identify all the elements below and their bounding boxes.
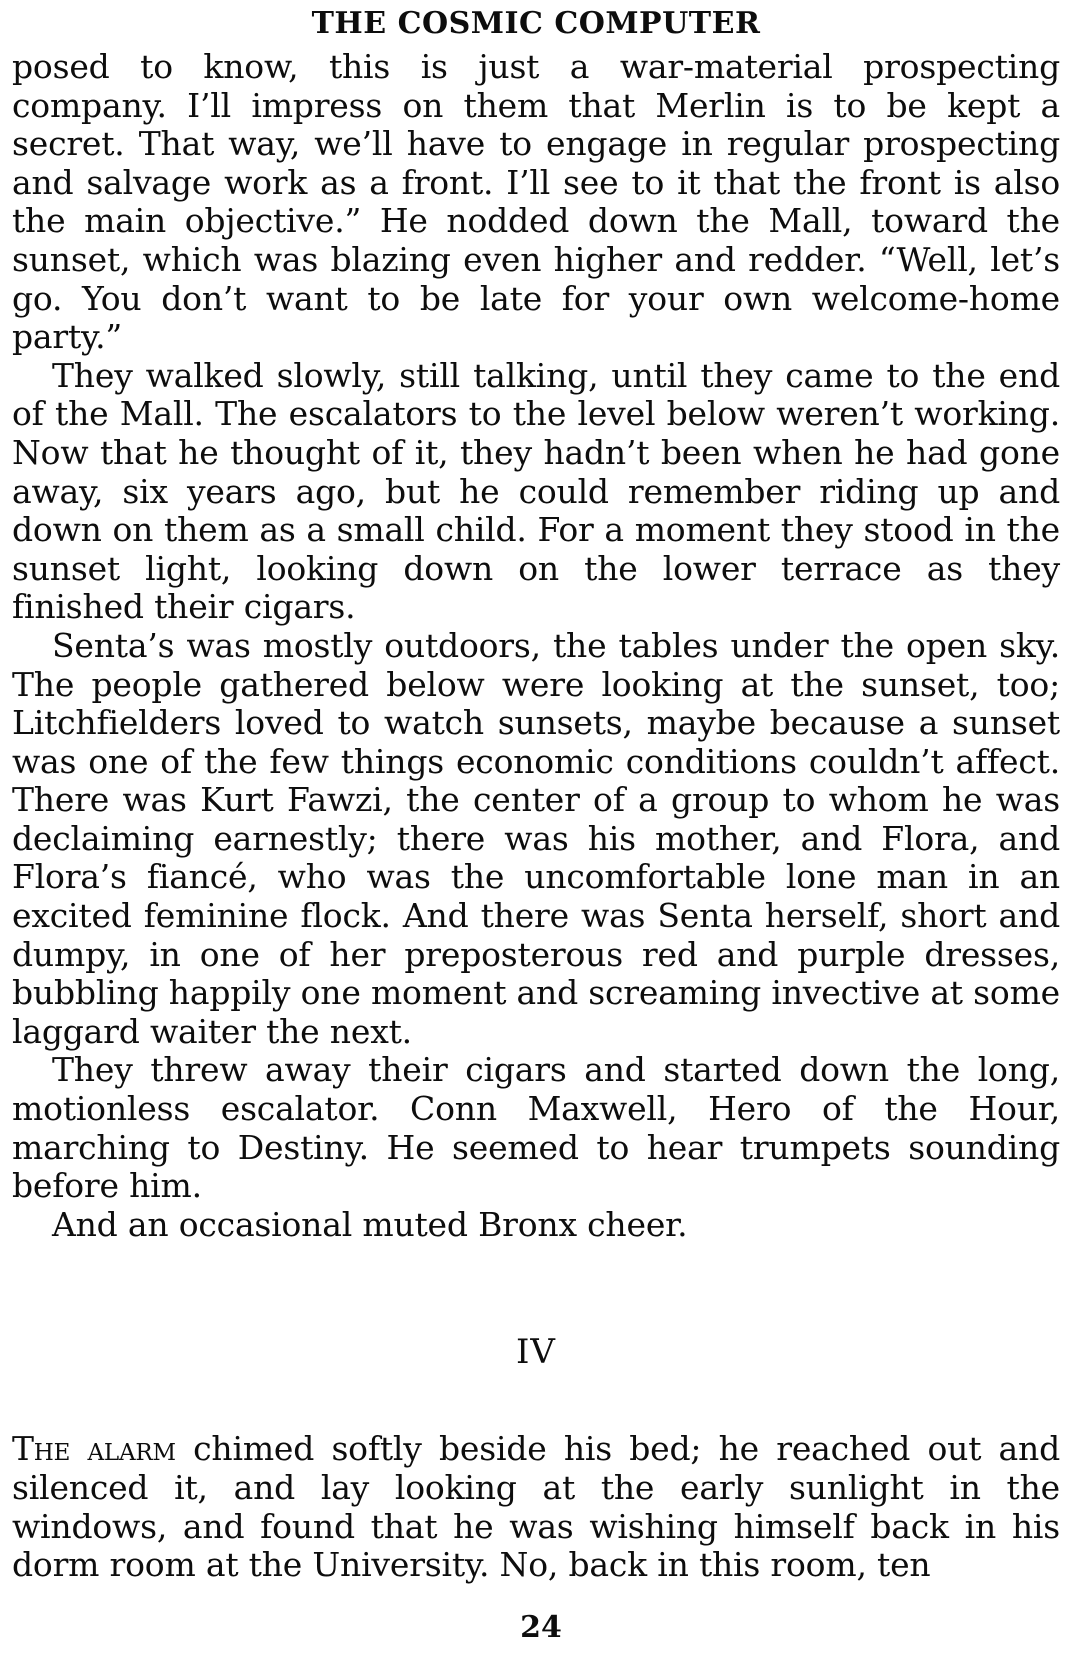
paragraph: posed to know, this is just a war-material prospecting company. I’ll impress on them that Merlin is to be kept a secret. That way, we’ll have to engage in regular prospecting and salvage work as a front. I’ll see to it that the front is also the main objective.” He nodded down the Mall, toward the sunset, which was blazing even higher and redder. “Well, let’s go. You don’t want to be late for your own welcome-home party.” [12,47,1060,357]
chapter-break [12,1244,1060,1332]
page-number: 24 [520,1610,562,1645]
paragraph: They threw away their cigars and started down the long, motionless escalator. Conn Maxwell, Hero of the Hour, marching to Destiny. He seemed to hear trumpets sounding before him. [12,1050,1060,1206]
chapter-spacer [12,1372,1060,1430]
paragraph: Senta’s was mostly outdoors, the tables under the open sky. The people gathered below were looking at the sunset, too; Litchfielders loved to watch sunsets, maybe because a sunset was one of the few things economic conditions couldn’t affect. There was Kurt Fawzi, the center of a group to whom he was declaiming earnestly; there was his mother, and Flora, and Flora’s fiancé, who was the uncomfortable lone man in an excited feminine flock. And there was Senta herself, short and dumpy, in one of her preposterous red and purple dresses, bubbling happily one moment and screaming invective at some laggard waiter the next. [12,625,1060,1051]
chapter-number: IV [516,1332,556,1373]
paragraph: And an occasional muted Bronx cheer. [52,1204,688,1244]
chapter-opening-words: The alarm [12,1429,176,1469]
running-head: THE COSMIC COMPUTER [311,6,761,41]
body-text [12,48,1060,1585]
chapter-opening-paragraph [12,1430,1060,1584]
chapter-opening-text: chimed softly beside his bed; he reached out and silenced it, and lay looking at the early sunlight in the windows, and found that he was wishing himself back in his dorm room at the University. No, back in this room, ten [12,1429,1060,1585]
paragraph: They walked slowly, still talking, until they came to the end of the Mall. The escalators to the level below weren’t working. Now that he thought of it, they hadn’t been when he had gone away, six years ago, but he could remember riding up and down on them as a small child. For a moment they stood in the sunset light, looking down on the lower terrace as they finished their cigars. [12,355,1060,627]
